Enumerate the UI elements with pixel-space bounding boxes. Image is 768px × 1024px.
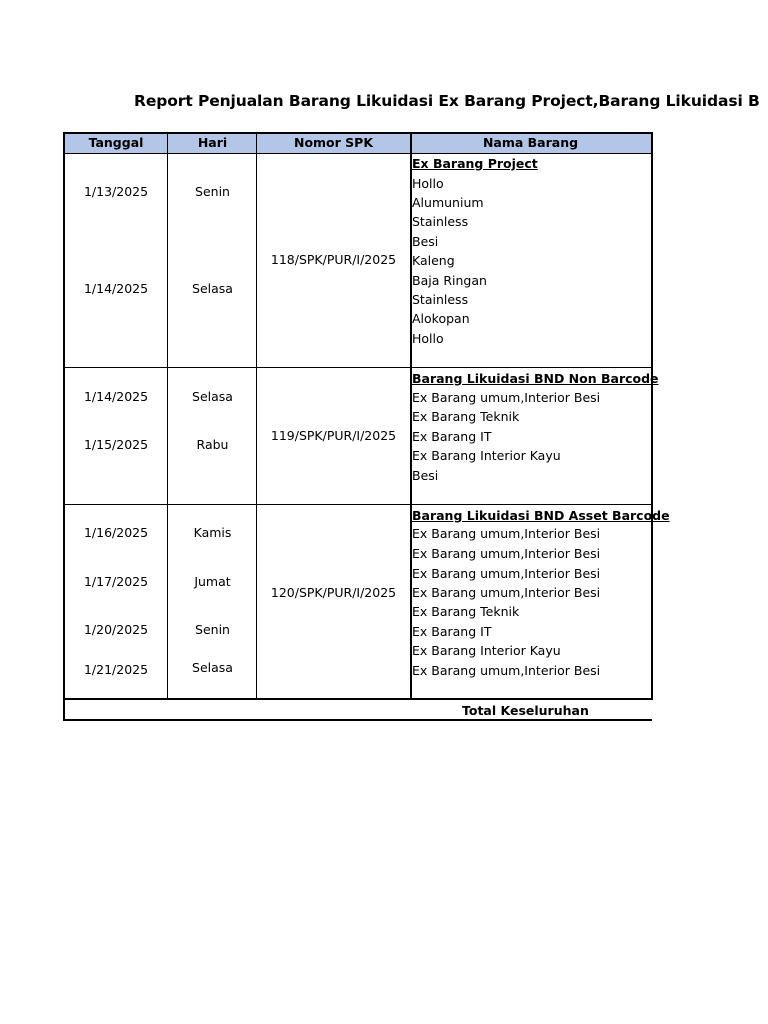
table-cell-hari: Selasa xyxy=(192,389,233,404)
table-cell-hari: Senin xyxy=(195,184,230,199)
list-item: Ex Barang umum,Interior Besi xyxy=(412,546,601,561)
list-item: Alokopan xyxy=(412,311,470,326)
list-item: Baja Ringan xyxy=(412,273,487,288)
table-cell-tanggal: 1/21/2025 xyxy=(83,662,149,677)
table-cell-hari: Selasa xyxy=(192,281,233,296)
list-item: Ex Barang IT xyxy=(412,429,492,444)
list-item: Ex Barang Teknik xyxy=(412,604,520,619)
list-item: Stainless xyxy=(412,214,469,229)
table-cell-hari: Selasa xyxy=(192,660,233,675)
list-item: Kaleng xyxy=(412,253,455,268)
list-item: Ex Barang umum,Interior Besi xyxy=(412,585,601,600)
list-item: Ex Barang IT xyxy=(412,624,492,639)
list-item: Ex Barang umum,Interior Besi xyxy=(412,390,601,405)
header-nomor-spk: Nomor SPK xyxy=(293,135,374,150)
list-item: Ex Barang Teknik xyxy=(412,409,520,424)
table-cell-tanggal: 1/16/2025 xyxy=(83,525,149,540)
table-cell-hari: Kamis xyxy=(193,525,232,540)
table-cell-spk: 120/SPK/PUR/I/2025 xyxy=(270,585,397,600)
table-cell-tanggal: 1/17/2025 xyxy=(83,574,149,589)
list-item: Hollo xyxy=(412,176,444,191)
report-title: Report Penjualan Barang Likuidasi Ex Barang Project,Barang Likuidasi B xyxy=(134,92,760,110)
header-tanggal: Tanggal xyxy=(88,135,144,150)
table-cell-tanggal: 1/15/2025 xyxy=(83,437,149,452)
table-cell-tanggal: 1/14/2025 xyxy=(83,389,149,404)
list-item: Besi xyxy=(412,234,439,249)
category-heading: Barang Likuidasi BND Non Barcode xyxy=(412,371,659,386)
header-nama-barang: Nama Barang xyxy=(482,135,579,150)
list-item: Hollo xyxy=(412,331,444,346)
table-cell-spk: 118/SPK/PUR/I/2025 xyxy=(270,252,397,267)
table-cell-hari: Jumat xyxy=(194,574,231,589)
table-cell-tanggal: 1/13/2025 xyxy=(83,184,149,199)
list-item: Ex Barang umum,Interior Besi xyxy=(412,663,601,678)
table-cell-spk: 119/SPK/PUR/I/2025 xyxy=(270,428,397,443)
list-item: Alumunium xyxy=(412,195,484,210)
category-heading: Ex Barang Project xyxy=(412,156,538,171)
category-heading: Barang Likuidasi BND Asset Barcode xyxy=(412,508,670,523)
list-item: Ex Barang umum,Interior Besi xyxy=(412,566,601,581)
list-item: Besi xyxy=(412,468,439,483)
list-item: Ex Barang Interior Kayu xyxy=(412,643,561,658)
list-item: Ex Barang umum,Interior Besi xyxy=(412,526,601,541)
total-label: Total Keseluruhan xyxy=(462,703,589,718)
list-item: Stainless xyxy=(412,292,469,307)
table-cell-tanggal: 1/14/2025 xyxy=(83,281,149,296)
table-cell-hari: Senin xyxy=(195,622,230,637)
list-item: Ex Barang Interior Kayu xyxy=(412,448,561,463)
table-cell-hari: Rabu xyxy=(196,437,229,452)
table-cell-tanggal: 1/20/2025 xyxy=(83,622,149,637)
header-hari: Hari xyxy=(197,135,228,150)
